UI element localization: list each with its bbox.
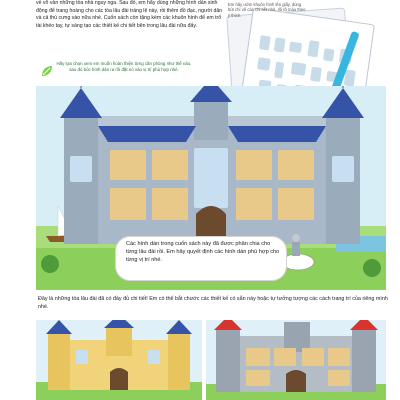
tip-text: Hãy lựa chọn xem em muốn hoàn thiện từng căn phòng như thế nào, sau đó bóc hình dán ra rồi đặt nó vào vị trí phù hợp nhé. xyxy=(56,61,192,72)
sheet-note: Em hãy ướm khuôn hình lên giấy, dùng bút chì vẽ các chi tiết nhỏ, rồi tô màu theo ý thích. xyxy=(228,2,306,18)
speech-bubble-text: Các hình dán trong cuốn sách này đã được phân chia cho từng lâu đài rồi. Em hãy quyết định các hình dán phù hợp cho từng vị trí nhé. xyxy=(126,241,280,263)
castle-thumbnail-yellow xyxy=(36,320,202,400)
intro-paragraph: về vô vàn những tòa nhà nguy nga. Sau đó, em hãy dùng những hình dán sinh động để trang hoàng cho các tòa lâu đài tráng lệ này, rồi thêm đồ đạc, người dân và cả thú cưng vào nữa nhé. Cuốn sách còn tặng kèm các khuôn hình để em trổ tài khéo tay, tự sáng tạo các thiết kế chi tiết bên trong lâu đài nữa đấy. xyxy=(36,0,223,29)
castle-thumbnail-grey xyxy=(206,320,386,400)
caption-text: Đây là những tòa lâu đài đã có đầy đủ chi tiết! Em có thể bắt chước các thiết kế có sẵn này hoặc tự tưởng tượng các cách trang trí của riêng mình nhé. xyxy=(38,296,388,310)
leaf-icon xyxy=(40,64,54,83)
